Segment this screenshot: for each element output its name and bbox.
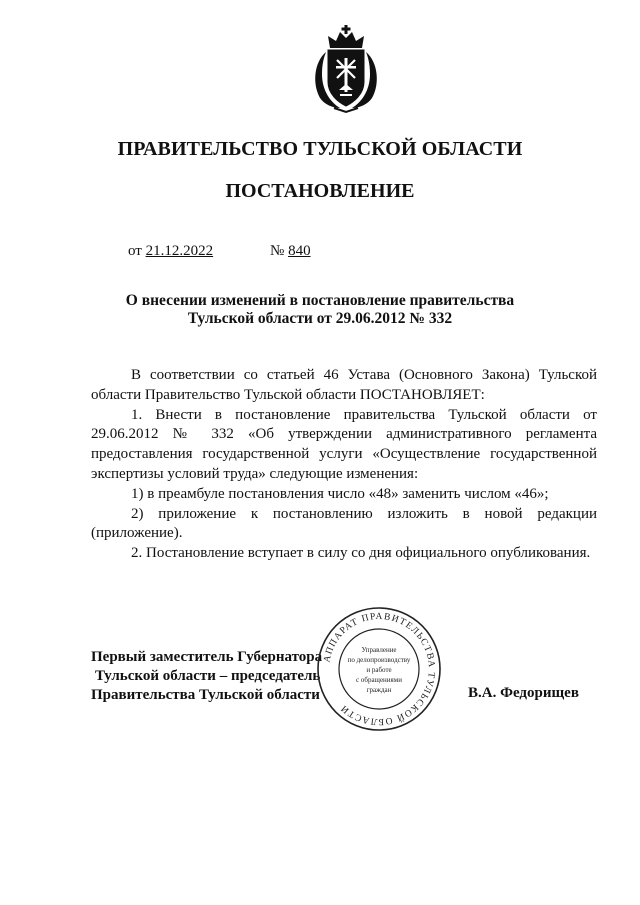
signatory-line-2: Тульской области – председатель [95, 668, 321, 684]
stamp-line-2: по делопроизводству [347, 656, 411, 664]
subject-line-2: Тульской области от 29.06.2012 № 332 [187, 310, 453, 327]
signatory-name: В.А. Федорищев [468, 685, 579, 701]
body-paragraph-3: 1) в преамбуле постановления число «48» заменить числом «46»; [131, 485, 549, 502]
date-prefix: от [128, 243, 142, 259]
coat-of-arms-emblem-icon [306, 22, 386, 114]
body-paragraph-5: 2. Постановление вступает в силу со дня официального опубликования. [131, 545, 591, 562]
stamp-line-1: Управление [361, 646, 397, 654]
stamp-ring-text: АППАРАТ ПРАВИТЕЛЬСТВА ТУЛЬСКОЙ ОБЛАСТИ [322, 611, 437, 727]
body-paragraph-4: 2) приложение к постановлению изложить в новой редакции (приложение). [91, 505, 597, 542]
document-date [128, 243, 213, 260]
official-stamp-icon [316, 606, 442, 732]
signatory-line-3: Правительства Тульской области [91, 687, 320, 703]
signatory-position [91, 648, 322, 705]
document-body [91, 366, 597, 564]
stamp-line-5: граждан [366, 686, 392, 694]
subject-line-1: О внесении изменений в постановление правительства [125, 292, 515, 309]
date-value: 21.12.2022 [145, 243, 214, 259]
document-subject [0, 292, 640, 328]
number-prefix: № [270, 243, 285, 259]
signatory-line-1: Первый заместитель Губернатора [91, 649, 323, 665]
body-paragraph-1: В соответствии со статьей 46 Устава (Основного Закона) Тульской области Правительство Тульской области ПОСТАНОВЛЯЕТ: [91, 367, 597, 403]
number-value: 840 [288, 243, 311, 259]
organization-title: ПРАВИТЕЛЬСТВО ТУЛЬСКОЙ ОБЛАСТИ [117, 138, 523, 160]
stamp-line-3: и работе [366, 666, 392, 674]
document-type-heading: ПОСТАНОВЛЕНИЕ [225, 180, 415, 202]
stamp-line-4: с обращениями [356, 676, 402, 684]
document-number [270, 243, 311, 260]
body-paragraph-2: 1. Внести в постановление правительства Тульской области от 29.06.2012 № 332 «Об утверждении административного регламента предоставления государственной услуги «Осуществление государственной экспертизы условий труда» следующие изменения: [91, 406, 597, 482]
